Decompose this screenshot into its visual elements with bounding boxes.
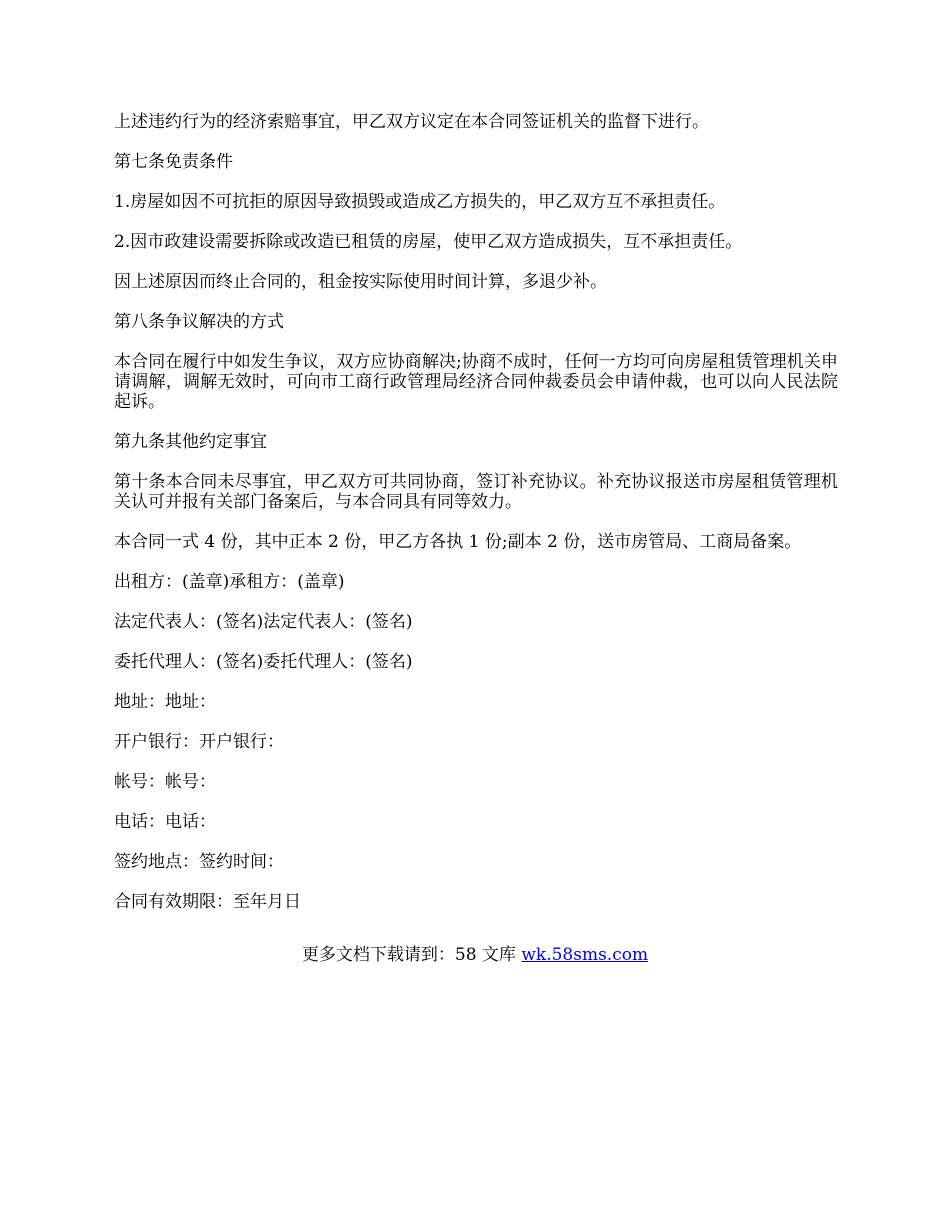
field-account: 帐号：帐号： [114,772,216,792]
footer-prefix: 更多文档下载请到：58 文库 [301,945,522,965]
paragraph-municipal-demolition: 2.因市政建设需要拆除或改造已租赁的房屋，使甲乙双方造成损失，互不承担责任。 [114,232,743,252]
signature-agent: 委托代理人：(签名)委托代理人：(签名) [114,652,413,672]
download-footer [0,945,950,965]
field-address: 地址：地址： [114,692,216,712]
field-signing-place-time: 签约地点：签约时间： [114,852,284,872]
paragraph-compensation: 上述违约行为的经济索赔事宜，甲乙双方议定在本合同签证机关的监督下进行。 [114,112,709,132]
paragraph-termination-rent: 因上述原因而终止合同的，租金按实际使用时间计算，多退少补。 [114,272,607,292]
signature-parties: 出租方：(盖章)承租方：(盖章) [114,572,345,592]
field-phone: 电话：电话： [114,812,216,832]
paragraph-article-10: 第十条本合同未尽事宜，甲乙双方可共同协商，签订补充协议。补充协议报送市房屋租赁管理机关认可并报有关部门备案后，与本合同具有同等效力。 [114,472,838,512]
paragraph-dispute-resolution: 本合同在履行中如发生争议，双方应协商解决;协商不成时，任何一方均可向房屋租赁管理机关申请调解，调解无效时，可向市工商行政管理局经济合同仲裁委员会申请仲裁，也可以向人民法院起诉。 [114,352,838,412]
field-bank: 开户银行：开户银行： [114,732,284,752]
heading-article-7: 第七条免责条件 [114,152,233,172]
field-validity-period: 合同有效期限：至年月日 [114,892,301,912]
paragraph-force-majeure: 1.房屋如因不可抗拒的原因导致损毁或造成乙方损失的，甲乙双方互不承担责任。 [114,192,726,212]
paragraph-copies: 本合同一式 4 份，其中正本 2 份，甲乙方各执 1 份;副本 2 份，送市房管局、工商局备案。 [114,532,802,552]
signature-legal-representative: 法定代表人：(签名)法定代表人：(签名) [114,612,413,632]
footer-link[interactable]: wk.58sms.com [521,945,649,965]
heading-article-8: 第八条争议解决的方式 [114,312,284,332]
document-body [114,112,838,932]
heading-article-9: 第九条其他约定事宜 [114,432,267,452]
